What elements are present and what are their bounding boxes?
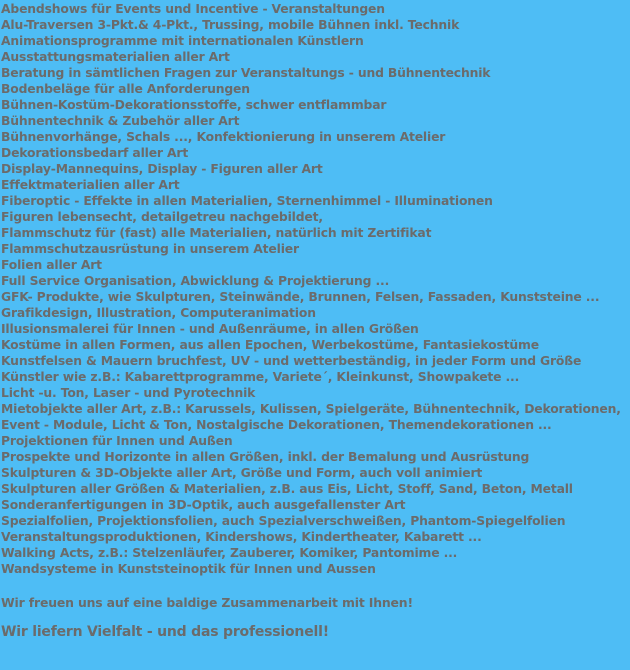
service-item: Kunstfelsen & Mauern bruchfest, UV - und wetterbeständig, in jeder Form und Größe bbox=[1, 354, 582, 368]
service-item: GFK- Produkte, wie Skulpturen, Steinwände, Brunnen, Felsen, Fassaden, Kunststeine ... bbox=[1, 290, 600, 304]
service-item: Skulpturen aller Größen & Materialien, z.B. aus Eis, Licht, Stoff, Sand, Beton, Metall bbox=[1, 482, 573, 496]
service-item: Figuren lebensecht, detailgetreu nachgebildet, bbox=[1, 210, 323, 224]
service-item: Bühnenvorhänge, Schals ..., Konfektionierung in unserem Atelier bbox=[1, 130, 446, 144]
service-item: Bühnentechnik & Zubehör aller Art bbox=[1, 114, 240, 128]
service-item: Wandsysteme in Kunststeinoptik für Innen und Aussen bbox=[1, 562, 376, 576]
service-item: Prospekte und Horizonte in allen Größen, inkl. der Bemalung und Ausrüstung bbox=[1, 450, 530, 464]
service-item: Flammschutzausrüstung in unserem Atelier bbox=[1, 242, 299, 256]
services-list bbox=[1, 1, 630, 577]
service-item: Fiberoptic - Effekte in allen Materialien, Sternenhimmel - Illuminationen bbox=[1, 194, 493, 208]
service-item: Kostüme in allen Formen, aus allen Epochen, Werbekostüme, Fantasiekostüme bbox=[1, 338, 539, 352]
closing-text: Wir freuen uns auf eine baldige Zusammenarbeit mit Ihnen! bbox=[1, 595, 413, 610]
service-item: Alu-Traversen 3-Pkt.& 4-Pkt., Trussing, mobile Bühnen inkl. Technik bbox=[1, 18, 460, 32]
service-item: Künstler wie z.B.: Kabarettprogramme, Variete´, Kleinkunst, Showpakete ... bbox=[1, 370, 520, 384]
service-item: Bodenbeläge für alle Anforderungen bbox=[1, 82, 250, 96]
service-item: Veranstaltungsproduktionen, Kindershows, Kindertheater, Kabarett ... bbox=[1, 530, 482, 544]
service-item: Bühnen-Kostüm-Dekorationsstoffe, schwer entflammbar bbox=[1, 98, 387, 112]
service-item: Licht -u. Ton, Laser - und Pyrotechnik bbox=[1, 386, 256, 400]
service-item: Display-Mannequins, Display - Figuren aller Art bbox=[1, 162, 323, 176]
service-item: Illusionsmalerei für Innen - und Außenräume, in allen Größen bbox=[1, 322, 419, 336]
service-item: Dekorationsbedarf aller Art bbox=[1, 146, 189, 160]
service-item: Folien aller Art bbox=[1, 258, 102, 272]
service-item: Sonderanfertigungen in 3D-Optik, auch ausgefallenster Art bbox=[1, 498, 406, 512]
service-item: Full Service Organisation, Abwicklung & Projektierung ... bbox=[1, 274, 390, 288]
service-item: Effektmaterialien aller Art bbox=[1, 178, 180, 192]
service-item: Animationsprogramme mit internationalen Künstlern bbox=[1, 34, 364, 48]
service-item: Walking Acts, z.B.: Stelzenläufer, Zauberer, Komiker, Pantomime ... bbox=[1, 546, 458, 560]
service-item: Ausstattungsmaterialien aller Art bbox=[1, 50, 230, 64]
service-item: Projektionen für Innen und Außen bbox=[1, 434, 233, 448]
service-item: Grafikdesign, Illustration, Computeranimation bbox=[1, 306, 316, 320]
service-item: Beratung in sämtlichen Fragen zur Veranstaltungs - und Bühnentechnik bbox=[1, 66, 491, 80]
service-item: Event - Module, Licht & Ton, Nostalgische Dekorationen, Themendekorationen ... bbox=[1, 418, 552, 432]
service-item: Mietobjekte aller Art, z.B.: Karussels, Kulissen, Spielgeräte, Bühnentechnik, Dekorationen, bbox=[1, 402, 621, 416]
tagline-text: Wir liefern Vielfalt - und das professionell! bbox=[1, 624, 329, 640]
service-item: Flammschutz für (fast) alle Materialien, natürlich mit Zertifikat bbox=[1, 226, 432, 240]
service-item: Abendshows für Events und Incentive - Veranstaltungen bbox=[1, 2, 385, 16]
service-item: Spezialfolien, Projektionsfolien, auch Spezialverschweißen, Phantom-Spiegelfolien bbox=[1, 514, 566, 528]
service-item: Skulpturen & 3D-Objekte aller Art, Größe und Form, auch voll animiert bbox=[1, 466, 483, 480]
